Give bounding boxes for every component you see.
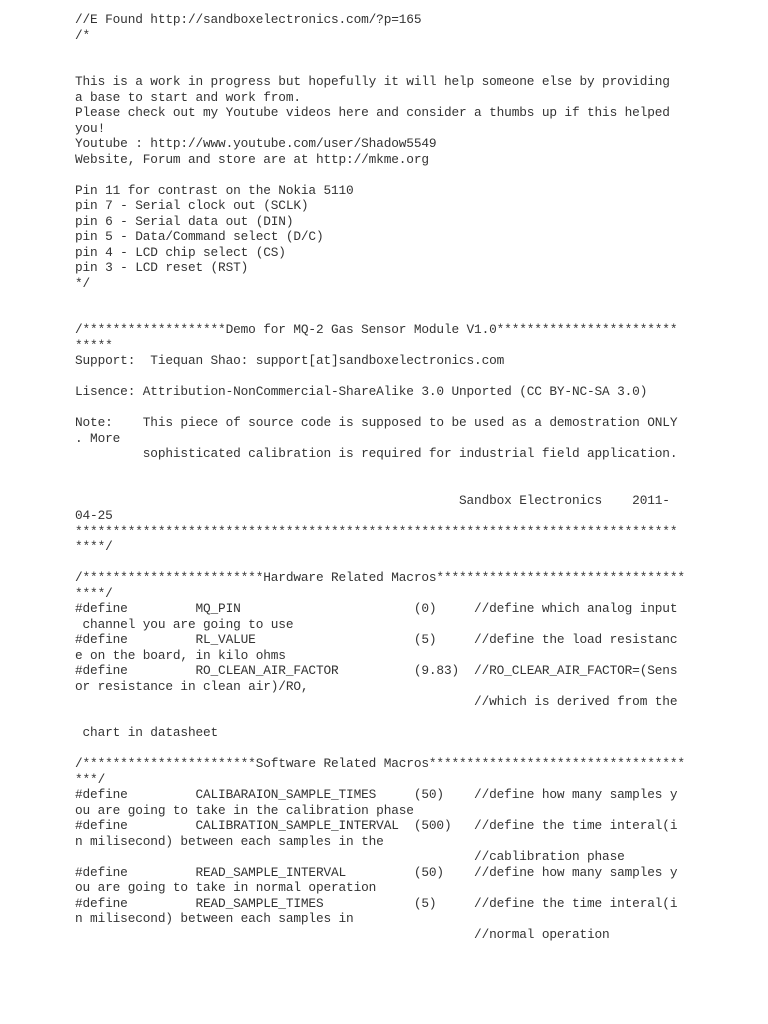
code-line: Note: This piece of source code is supposed to be used as a demostration ONLY (75, 415, 678, 430)
code-document (75, 12, 685, 942)
code-line: Sandbox Electronics 2011- (75, 492, 670, 508)
code-line: #define CALIBARAION_SAMPLE_TIMES (50) //define how many samples y (75, 787, 678, 802)
code-line: ******************************************************************************** (75, 523, 678, 539)
code-line (75, 167, 675, 183)
code-line: pin 5 - Data/Command select (D/C) (75, 229, 324, 244)
code-line: ou are going to take in the calibration phase (75, 802, 414, 818)
code-line: channel you are going to use (75, 616, 294, 632)
code-line: pin 7 - Serial clock out (SCLK) (75, 198, 309, 213)
code-line: /***********************Software Related Macros********************************** (75, 756, 685, 771)
code-line (75, 555, 675, 571)
code-line: ou are going to take in normal operation (75, 880, 377, 895)
code-line: ****/ (75, 539, 113, 554)
code-line: pin 6 - Serial data out (DIN) (75, 213, 294, 229)
code-line: ***** (75, 337, 113, 353)
code-line: pin 4 - LCD chip select (CS) (75, 244, 286, 260)
code-line: #define READ_SAMPLE_TIMES (5) //define the time interal(i (75, 895, 678, 911)
code-line (75, 307, 675, 323)
code-line: #define RL_VALUE (5) //define the load resistanc (75, 632, 678, 647)
code-line: n milisecond) between each samples in (75, 911, 354, 926)
code-line: . More (75, 430, 121, 446)
code-line: Youtube : http://www.youtube.com/user/Shadow5549 (75, 136, 437, 151)
code-line: Please check out my Youtube videos here and consider a thumbs up if this helped (75, 105, 670, 120)
code-line: //normal operation (75, 926, 610, 942)
code-line (75, 477, 675, 493)
code-line: This is a work in progress but hopefully it will help someone else by providing (75, 74, 670, 89)
code-line (75, 369, 675, 385)
code-line: /* (75, 27, 91, 43)
code-line (75, 710, 675, 726)
code-line: Lisence: Attribution-NonCommercial-ShareAlike 3.0 Unported (CC BY-NC-SA 3.0) (75, 384, 648, 399)
code-line: you! (75, 120, 106, 136)
code-line: Pin 11 for contrast on the Nokia 5110 (75, 182, 354, 198)
code-line: */ (75, 275, 91, 291)
code-line: Support: Tiequan Shao: support[at]sandboxelectronics.com (75, 353, 505, 368)
code-line: #define MQ_PIN (0) //define which analog input (75, 601, 678, 616)
code-line: a base to start and work from. (75, 89, 301, 105)
code-line: e on the board, in kilo ohms (75, 647, 286, 663)
code-line (75, 741, 675, 757)
code-line: /*******************Demo for MQ-2 Gas Sensor Module V1.0************************ (75, 322, 678, 337)
code-line: ****/ (75, 585, 113, 601)
code-line (75, 291, 675, 307)
code-line: chart in datasheet (75, 725, 219, 740)
code-line: #define RO_CLEAN_AIR_FACTOR (9.83) //RO_CLEAR_AIR_FACTOR=(Sens (75, 663, 678, 678)
code-line: or resistance in clean air)/RO, (75, 678, 309, 694)
code-line (75, 59, 675, 75)
code-line: 04-25 (75, 508, 113, 523)
code-line: n milisecond) between each samples in the (75, 833, 384, 849)
code-line: //which is derived from the (75, 694, 678, 709)
code-line: #define READ_SAMPLE_INTERVAL (50) //define how many samples y (75, 864, 678, 880)
code-line (75, 462, 675, 478)
code-line: //E Found http://sandboxelectronics.com/?p=165 (75, 12, 422, 27)
code-line: /************************Hardware Related Macros********************************* (75, 570, 685, 585)
code-line: //cablibration phase (75, 849, 625, 864)
code-line (75, 400, 675, 416)
code-line: pin 3 - LCD reset (RST) (75, 260, 249, 275)
code-line: Website, Forum and store are at http://mkme.org (75, 151, 429, 167)
code-line (75, 43, 675, 59)
code-line: #define CALIBRATION_SAMPLE_INTERVAL (500) //define the time interal(i (75, 818, 678, 833)
code-line: sophisticated calibration is required for industrial field application. (75, 446, 678, 461)
code-line: ***/ (75, 771, 106, 787)
